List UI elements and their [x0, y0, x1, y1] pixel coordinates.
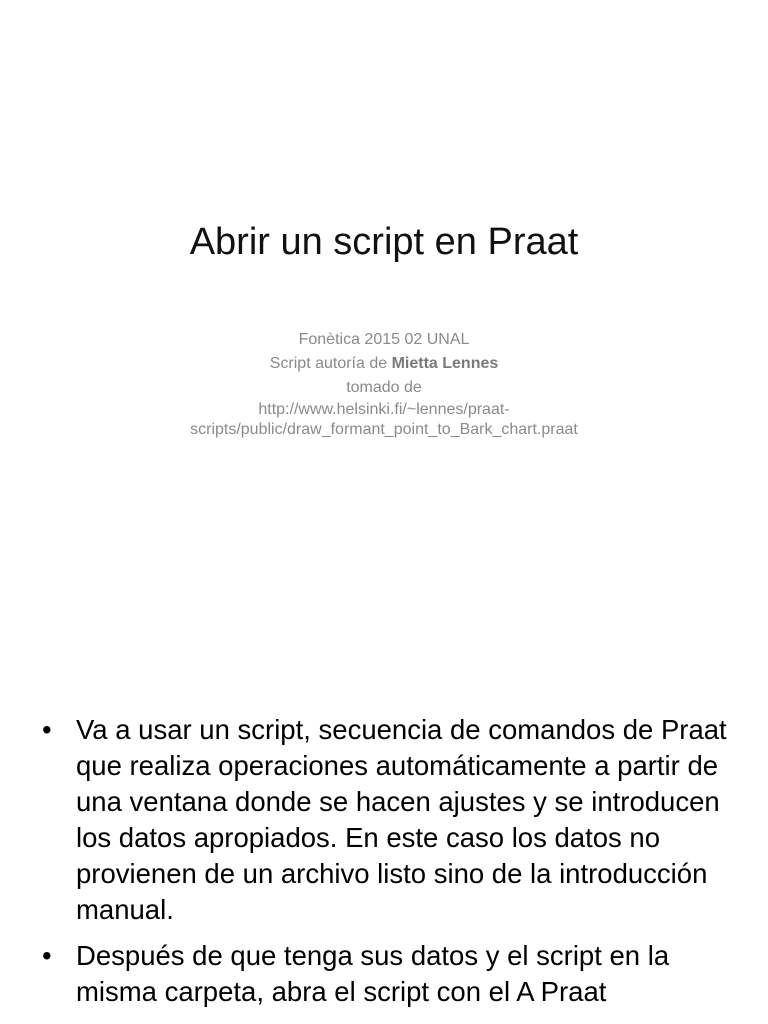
author-name: Mietta Lennes: [391, 355, 499, 372]
bullet-item: [42, 712, 732, 928]
content-slide: [0, 680, 768, 1024]
slide-subtitle: [40, 328, 728, 440]
source-url-line-2: scripts/public/draw_formant_point_to_Bark_chart.praat: [190, 421, 578, 438]
source-url-line-1: http://www.helsinki.fi/~lennes/praat-: [258, 401, 510, 418]
bullet-dot-icon: •: [42, 714, 52, 745]
bullet-item: [42, 938, 732, 1010]
bullet-dot-icon: •: [42, 940, 52, 971]
author-prefix: Script autoría de: [269, 355, 392, 372]
slide-title: Abrir un script en Praat: [189, 221, 579, 263]
bullet-text: Va a usar un script, secuencia de comandos de Praat que realiza operaciones automáticamente a partir de una ventana donde se hacen ajustes y se introducen los datos apropiados. En este caso los datos no provienen de un archivo listo sino de la introducción manual.: [76, 714, 727, 925]
bullet-text: Después de que tenga sus datos y el script en la misma carpeta, abra el script con el A Praat: [76, 940, 670, 1007]
course-line: Fonètica 2015 02 UNAL: [298, 331, 470, 348]
bullet-list: [42, 712, 732, 1020]
source-label: tomado de: [346, 379, 422, 396]
author-line: [40, 352, 728, 376]
